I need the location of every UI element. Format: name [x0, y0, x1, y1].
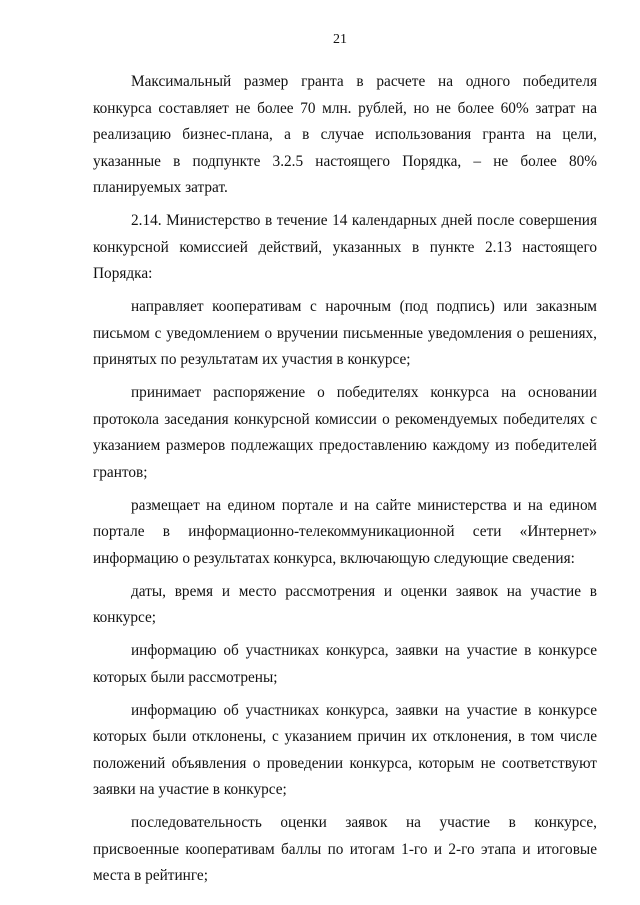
paragraph-evaluation-sequence: последовательность оценки заявок на участие в конкурсе, присвоенные кооперативам баллы по итогам 1-го и 2-го этапа и итоговые места в рейтинге; — [93, 814, 597, 884]
paragraph-2-14: 2.14. Министерство в течение 14 календарных дней после совершения конкурсной комиссией действий, указанных в пункте 2.13 настоящего Порядка: — [93, 212, 597, 282]
paragraph-participants-reviewed: информацию об участниках конкурса, заявки на участие в конкурсе которых были рассмотрены; — [93, 642, 597, 686]
paragraph-participants-rejected: информацию об участниках конкурса, заявки на участие в конкурсе которых были отклонены, с указанием причин их отклонения, в том числе положений объявления о проведении конкурса, которым не соответствуют заявки на участие в конкурсе; — [93, 701, 597, 798]
paragraph-publication: размещает на едином портале и на сайте министерства и на едином портале в информационно-телекоммуникационной сети «Интернет» информацию о результатах конкурса, включающую следующие сведения: — [93, 496, 597, 567]
paragraph-grant-limit: Максимальный размер гранта в расчете на одного победителя конкурса составляет не более 70 млн. рублей, но не более 60% затрат на реализацию бизнес-плана, а в случае использования гранта на цели, указанные в подпункте 3.2.5 настоящего Порядка, – не более 80% планируемых затрат. — [93, 73, 597, 196]
paragraph-notifications: направляет кооперативам с нарочным (под подпись) или заказным письмом с уведомлением о вручении письменные уведомления о решениях, принятых по результатам их участия в конкурсе; — [93, 298, 597, 368]
paragraph-dates: даты, время и место рассмотрения и оценки заявок на участие в конкурсе; — [93, 582, 597, 626]
paragraph-order: принимает распоряжение о победителях конкурса на основании протокола заседания конкурсной комиссии о рекомендуемых победителях с указанием размеров подлежащих предоставлению каждому из победителей грантов; — [93, 384, 597, 481]
page-number: 21 — [333, 32, 347, 47]
document-body — [93, 69, 597, 896]
